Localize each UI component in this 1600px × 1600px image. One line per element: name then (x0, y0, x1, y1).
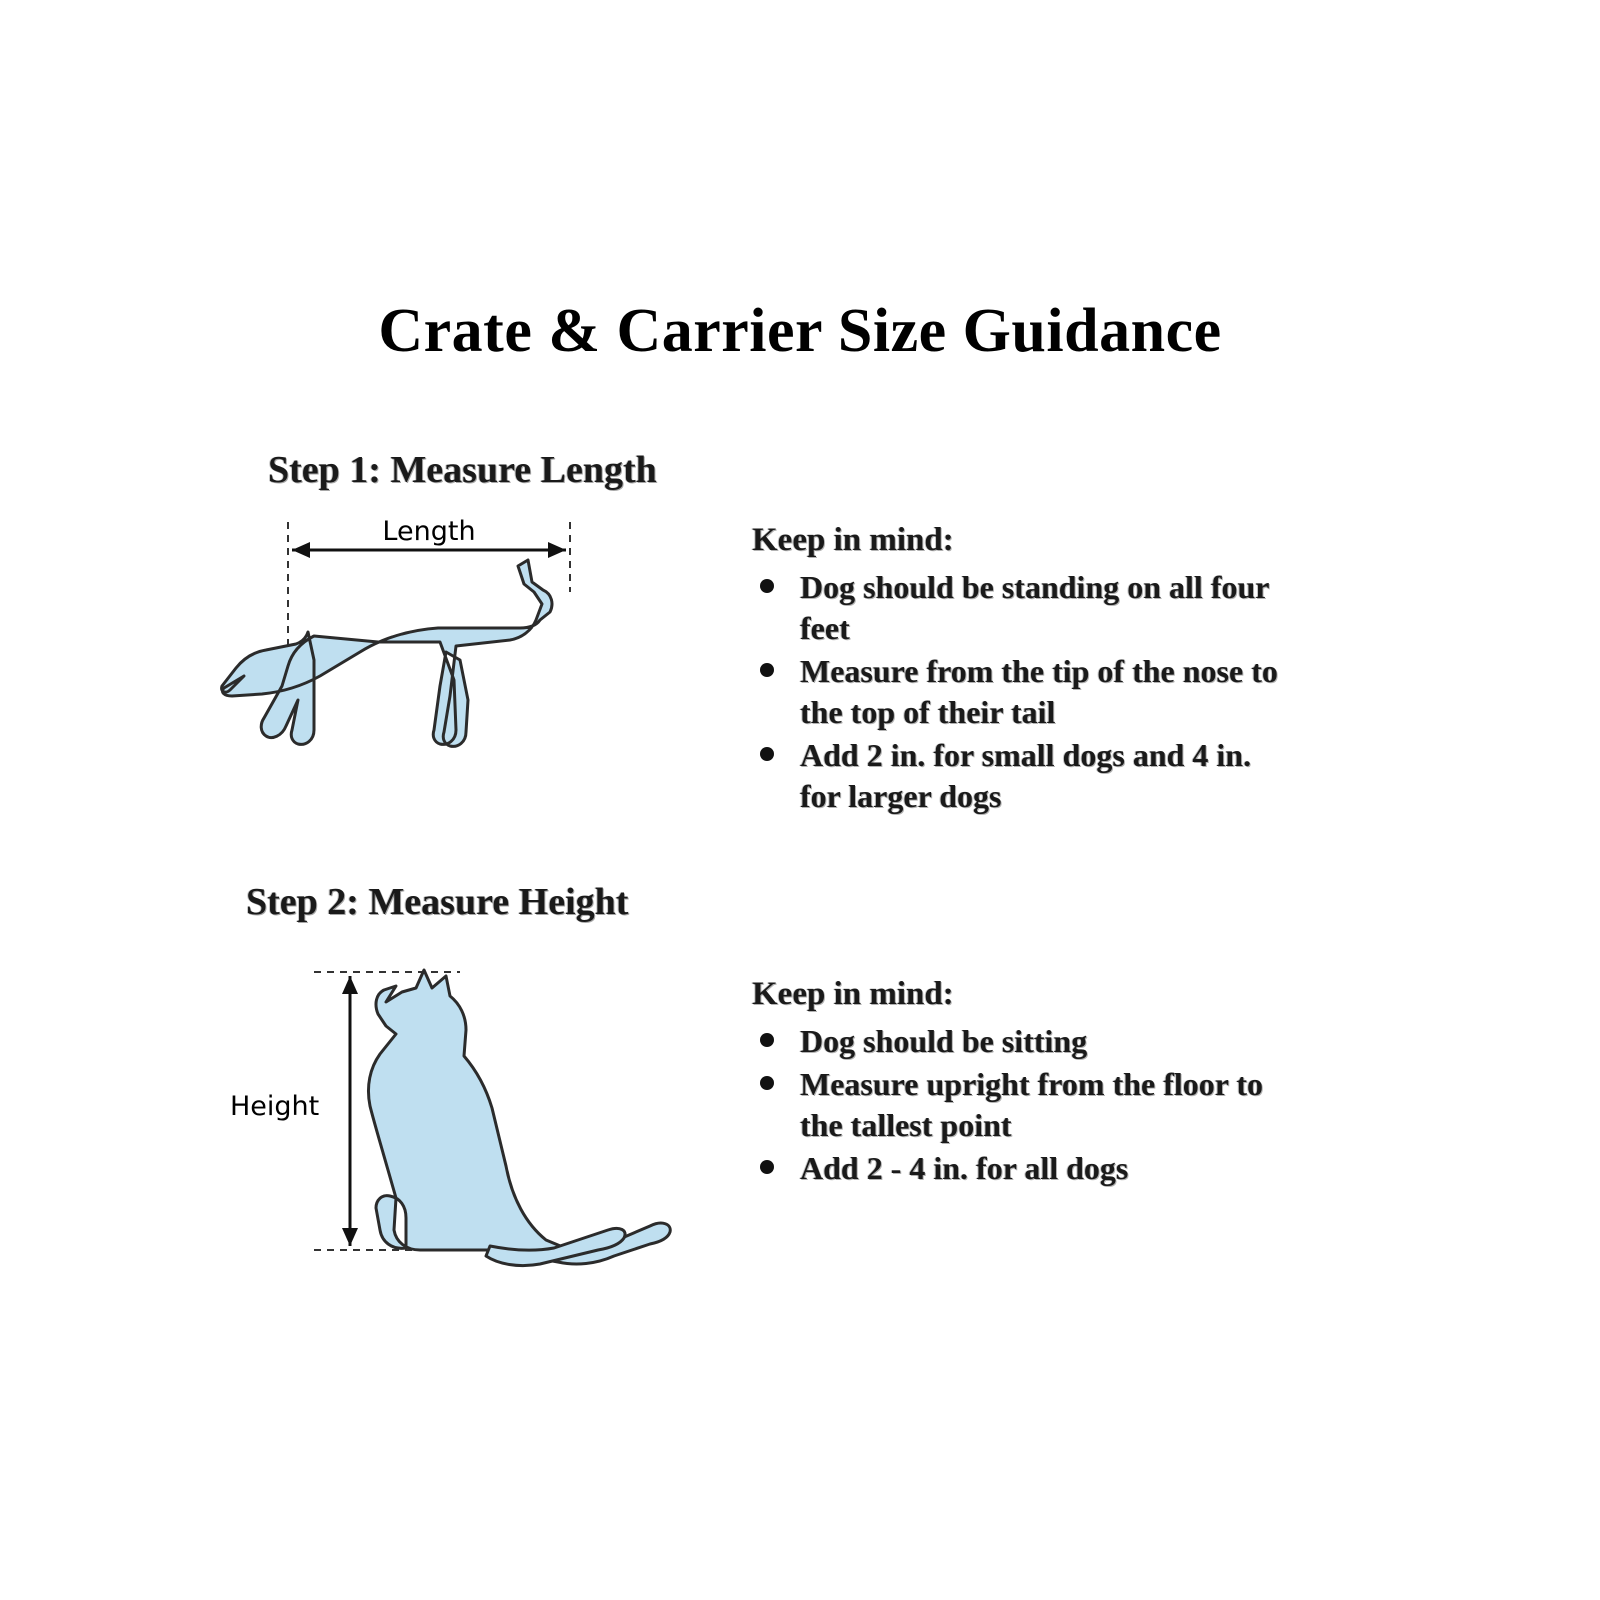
list-item-text: Dog should be sitting (800, 1023, 1088, 1059)
keep-in-mind-list-2 (752, 1021, 1282, 1189)
list-item (752, 567, 1282, 649)
length-label: Length (382, 516, 476, 547)
keep-in-mind-height (752, 976, 1282, 1191)
list-item-text: Measure from the tip of the nose to the top of their tail (800, 652, 1278, 730)
dog-sitting-silhouette (368, 970, 670, 1266)
list-item-text: Add 2 in. for small dogs and 4 in. for larger dogs (800, 736, 1252, 814)
bullet-icon (760, 747, 774, 761)
bullet-icon (760, 1160, 774, 1174)
list-item-text: Add 2 - 4 in. for all dogs (800, 1149, 1129, 1186)
dog-standing-diagram (210, 500, 730, 850)
step-1-heading: Step 1: Measure Length (268, 449, 657, 491)
bullet-icon (760, 663, 774, 677)
list-item-text: Measure upright from the floor to the tallest point (800, 1065, 1264, 1143)
keep-in-mind-length (752, 522, 1282, 819)
list-item-text: Dog should be standing on all four feet (800, 569, 1269, 646)
keep-in-mind-title-2: Keep in mind: (752, 976, 954, 1012)
list-item (752, 1021, 1282, 1062)
vertical-double-arrow-icon (342, 976, 358, 1246)
dog-sitting-diagram (210, 930, 730, 1300)
dog-standing-silhouette (222, 560, 552, 746)
bullet-icon (760, 1033, 774, 1047)
bullet-icon (760, 579, 774, 593)
length-figure (210, 500, 730, 855)
list-item (752, 651, 1282, 733)
keep-in-mind-list-1 (752, 567, 1282, 817)
height-figure (210, 930, 730, 1305)
bullet-icon (760, 1076, 774, 1090)
list-item (752, 1064, 1282, 1146)
keep-in-mind-title-1: Keep in mind: (752, 522, 954, 558)
list-item (752, 1148, 1282, 1189)
step-2-heading: Step 2: Measure Height (246, 881, 629, 923)
list-item (752, 735, 1282, 817)
height-label: Height (230, 1091, 320, 1122)
page-title: Crate & Carrier Size Guidance (378, 297, 1222, 365)
